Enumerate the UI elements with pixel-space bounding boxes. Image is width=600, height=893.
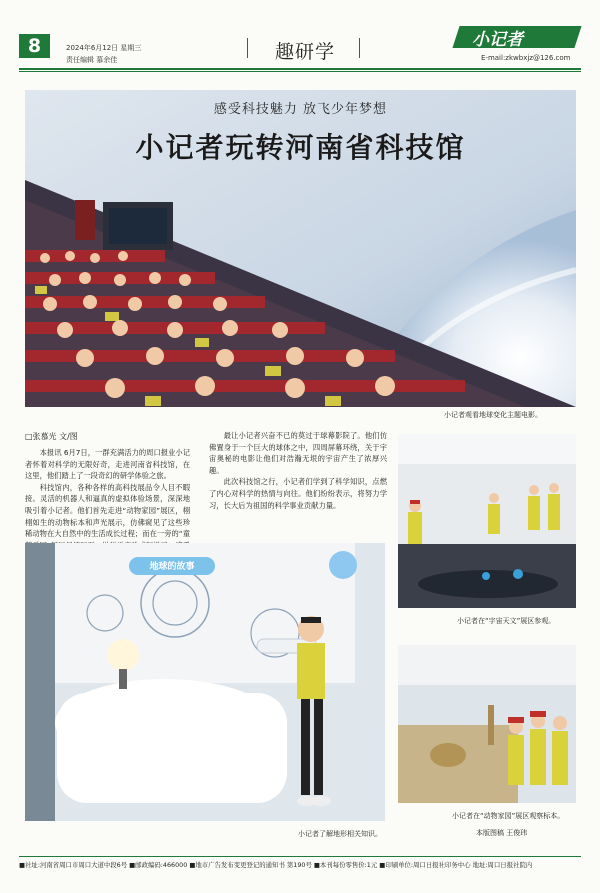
- paragraph: 最让小记者兴奋不已的莫过于球幕影院了。他们仿佛置身于一个巨大的球体之中，四周屏幕环绕，关于宇宙奥秘的电影让他们对浩瀚无垠的宇宙产生了浓厚兴趣。: [209, 431, 387, 475]
- globe-caption: 小记者在“宇宙天文”展区参观。: [457, 617, 556, 625]
- section-title: 趣研学: [274, 41, 335, 63]
- article-column-2: [209, 430, 387, 511]
- header-rule: [19, 68, 581, 70]
- article-subtitle: 感受科技魅力 放飞少年梦想: [213, 102, 388, 117]
- hero-photo: [25, 90, 576, 407]
- paragraph: 此次科技馆之行，小记者们学到了科学知识，点燃了内心对科学的热情与向往。他们纷纷表示，将努力学习，长大后为祖国的科学事业贡献力量。: [209, 477, 387, 510]
- brand-logo: 小记者: [472, 30, 523, 50]
- footer-info: ■社址:河南省周口市周口大道中段6号 ■邮政编码:466000 ■地市广告发布变更登记的通知书 第190号 ■本刊每份零售价:1元 ■印刷单位:周口日报社印务中心 地址:周口日报社院内: [19, 861, 533, 869]
- museum-photo: [398, 645, 576, 803]
- page-header: [0, 0, 600, 74]
- divider: [359, 38, 360, 58]
- page-number: 8: [19, 34, 50, 58]
- globe-exhibit-photo: [398, 434, 576, 608]
- hero-caption: 小记者观看地球变化主题电影。: [444, 411, 542, 419]
- issue-date: 2024年6月12日 星期三: [66, 44, 142, 52]
- earth-story-illustration: [25, 543, 385, 821]
- article-title: 小记者玩转河南省科技馆: [135, 131, 466, 164]
- earth-story-photo: [25, 543, 385, 821]
- paragraph: 本报讯 6月7日，一群充满活力的周口报业小记者怀着对科学的无限好奇，走进河南省科技馆，在这里，他们踏上了一段奇幻的研学体验之旅。: [25, 448, 190, 481]
- exhibit-caption: 小记者了解地形相关知识。: [298, 830, 382, 838]
- footer-rule: [19, 856, 581, 857]
- responsible-editor: 责任编辑 慕余佳: [66, 56, 118, 64]
- divider: [247, 38, 248, 58]
- exhibit-sign: 地球的故事: [149, 562, 195, 572]
- paragraph: 科技馆内，各种各样的高科技展品令人目不暇接。灵活的机器人和逼真的虚拟体验场景，深深地吸引着小记者。他们首先走进“动物家园”展区，栩栩如生的动物标本和声光展示，仿佛窥见了这些珍稀动物在大自然中的生活成长过程；而在一旁的“童: [25, 482, 190, 539]
- globe-exhibit-illustration: [398, 434, 576, 608]
- contact-email: E-mail:zkwbxjz@126.com: [481, 54, 571, 62]
- museum-illustration: [398, 645, 576, 803]
- museum-caption: 小记者在“动物家园”展区观察标本。: [452, 812, 565, 820]
- byline: □张慕光 文/图: [25, 432, 78, 441]
- header-rule-thin: [19, 71, 581, 72]
- article-column-1: [25, 447, 190, 540]
- page-photo-editor: 本版图稿 王俊玮: [476, 829, 528, 837]
